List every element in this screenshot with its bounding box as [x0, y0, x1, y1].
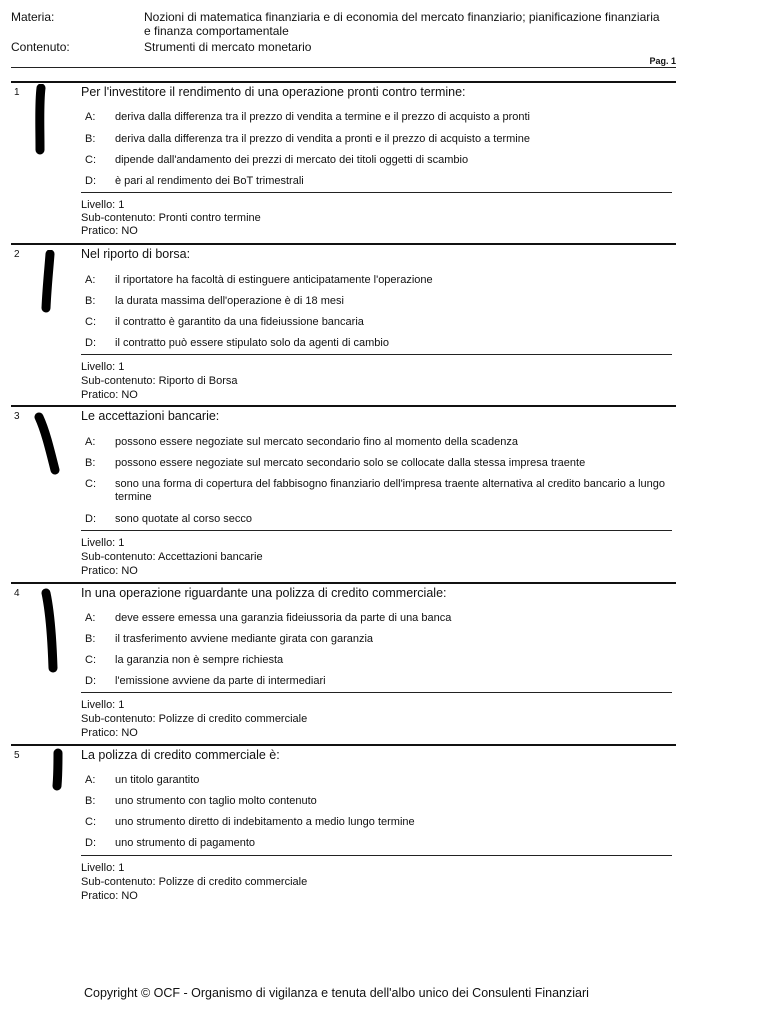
question-text: La polizza di credito commerciale è:	[81, 748, 280, 762]
option-text: possono essere negoziate sul mercato secondario solo se collocate dalla stessa impresa traente	[115, 457, 586, 469]
question-number: 5	[14, 750, 20, 761]
option-letter: D:	[85, 675, 96, 687]
level-text: Livello: 1	[81, 199, 125, 211]
option-text: il trasferimento avviene mediante girata con garanzia	[115, 633, 374, 645]
practical-text: Pratico: NO	[81, 890, 138, 902]
option-letter: A:	[85, 612, 96, 624]
handwritten-mark	[33, 412, 63, 476]
option-letter: B:	[85, 133, 96, 145]
level-text: Livello: 1	[81, 699, 125, 711]
level-text: Livello: 1	[81, 361, 125, 373]
option-letter: D:	[85, 337, 96, 349]
option-letter: C:	[85, 154, 96, 166]
option-text: la garanzia non è sempre richiesta	[115, 654, 284, 666]
option-text: la durata massima dell'operazione è di 18 mesi	[115, 295, 344, 307]
handwritten-mark	[32, 84, 52, 156]
option-text: il contratto può essere stipulato solo da agenti di cambio	[115, 337, 389, 349]
options-divider	[81, 855, 672, 856]
question-number: 3	[14, 411, 20, 422]
practical-text: Pratico: NO	[81, 565, 138, 577]
option-text: deve essere emessa una garanzia fideiussoria da parte di una banca	[115, 612, 452, 624]
contenuto-label: Contenuto:	[11, 40, 70, 54]
subcontent-text: Sub-contenuto: Polizze di credito commerciale	[81, 876, 308, 888]
question-text: Per l'investitore il rendimento di una operazione pronti contro termine:	[81, 85, 466, 99]
option-letter: C:	[85, 316, 96, 328]
question-text: Nel riporto di borsa:	[81, 247, 191, 261]
option-text: sono quotate al corso secco	[115, 513, 252, 525]
option-text: deriva dalla differenza tra il prezzo di vendita a pronti e il prezzo di acquisto a termine	[115, 133, 530, 145]
page-number: Pag. 1	[649, 56, 676, 66]
option-text: l'emissione avviene da parte di intermediari	[115, 675, 326, 687]
option-text: uno strumento con taglio molto contenuto	[115, 795, 317, 807]
level-text: Livello: 1	[81, 537, 125, 549]
subcontent-text: Sub-contenuto: Accettazioni bancarie	[81, 551, 263, 563]
practical-text: Pratico: NO	[81, 727, 138, 739]
question-number: 1	[14, 87, 20, 98]
option-letter: A:	[85, 774, 96, 786]
option-letter: D:	[85, 513, 96, 525]
option-letter: B:	[85, 633, 96, 645]
option-letter: D:	[85, 175, 96, 187]
question-number: 4	[14, 588, 20, 599]
handwritten-mark	[48, 748, 68, 792]
options-divider	[81, 192, 672, 193]
question-divider	[11, 405, 676, 407]
option-letter: A:	[85, 111, 96, 123]
options-divider	[81, 530, 672, 531]
question-divider	[11, 81, 676, 83]
handwritten-mark	[38, 250, 58, 314]
option-letter: C:	[85, 478, 96, 490]
handwritten-mark	[38, 588, 64, 674]
option-text: è pari al rendimento dei BoT trimestrali	[115, 175, 304, 187]
options-divider	[81, 354, 672, 355]
option-text: il riportatore ha facoltà di estinguere anticipatamente l'operazione	[115, 274, 433, 286]
option-letter: C:	[85, 654, 96, 666]
copyright-text: Copyright © OCF - Organismo di vigilanza e tenuta dell'albo unico dei Consulenti Finanziari	[84, 986, 589, 1000]
question-divider	[11, 243, 676, 245]
option-letter: D:	[85, 837, 96, 849]
option-text: uno strumento di pagamento	[115, 837, 256, 849]
option-text: uno strumento diretto di indebitamento a medio lungo termine	[115, 816, 415, 828]
practical-text: Pratico: NO	[81, 389, 138, 401]
option-text: possono essere negoziate sul mercato secondario fino al momento della scadenza	[115, 436, 518, 448]
contenuto-value: Strumenti di mercato monetario	[144, 40, 312, 54]
question-divider	[11, 582, 676, 584]
option-text: sono una forma di copertura del fabbisogno finanziario dell'impresa traente alternativa al credito bancario a lungo termine	[115, 478, 665, 503]
question-divider	[11, 744, 676, 746]
option-text: deriva dalla differenza tra il prezzo di vendita a termine e il prezzo di acquisto a pronti	[115, 111, 530, 123]
option-letter: B:	[85, 457, 96, 469]
question-text: In una operazione riguardante una polizza di credito commerciale:	[81, 586, 447, 600]
option-text: un titolo garantito	[115, 774, 200, 786]
question-text: Le accettazioni bancarie:	[81, 409, 220, 423]
practical-text: Pratico: NO	[81, 225, 138, 237]
option-letter: A:	[85, 274, 96, 286]
options-divider	[81, 692, 672, 693]
materia-value: Nozioni di matematica finanziaria e di economia del mercato finanziario; pianificazione finanziaria e finanza comportamentale	[144, 10, 660, 38]
subcontent-text: Sub-contenuto: Riporto di Borsa	[81, 375, 238, 387]
materia-label: Materia:	[11, 10, 55, 24]
option-text: il contratto è garantito da una fideiussione bancaria	[115, 316, 364, 328]
option-letter: C:	[85, 816, 96, 828]
option-letter: A:	[85, 436, 96, 448]
option-text: dipende dall'andamento dei prezzi di mercato dei titoli oggetti di scambio	[115, 154, 469, 166]
header-divider	[11, 67, 676, 68]
option-letter: B:	[85, 795, 96, 807]
level-text: Livello: 1	[81, 862, 125, 874]
option-letter: B:	[85, 295, 96, 307]
subcontent-text: Sub-contenuto: Polizze di credito commerciale	[81, 713, 308, 725]
subcontent-text: Sub-contenuto: Pronti contro termine	[81, 212, 261, 224]
question-number: 2	[14, 249, 20, 260]
